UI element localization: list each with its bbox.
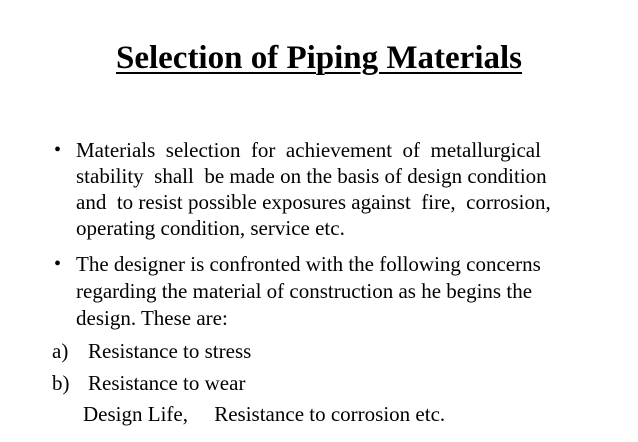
list-text: Resistance to wear (88, 371, 246, 395)
list-text: Resistance to stress (88, 339, 252, 363)
footer-line: Design Life, Resistance to corrosion etc. (83, 402, 446, 426)
bullet-text-line: design. These are: (76, 306, 228, 330)
list-letter: a) (52, 339, 69, 363)
bullet-text-line: operating condition, service etc. (76, 216, 345, 240)
bullet-text-line: and to resist possible exposures against fire, corrosion, (76, 190, 551, 214)
slide-title: Selection of Piping Materials (115, 40, 523, 76)
bullet-text-line: Materials selection for achievement of metallurgical (76, 138, 541, 162)
bullet-text-line: stability shall be made on the basis of design condition (76, 164, 547, 188)
bullet-text-line: The designer is confronted with the following concerns (76, 252, 541, 276)
bullet-marker: • (54, 139, 62, 161)
bullet-marker: • (54, 253, 62, 275)
list-letter: b) (52, 371, 70, 395)
bullet-text-line: regarding the material of construction as he begins the (76, 279, 533, 303)
